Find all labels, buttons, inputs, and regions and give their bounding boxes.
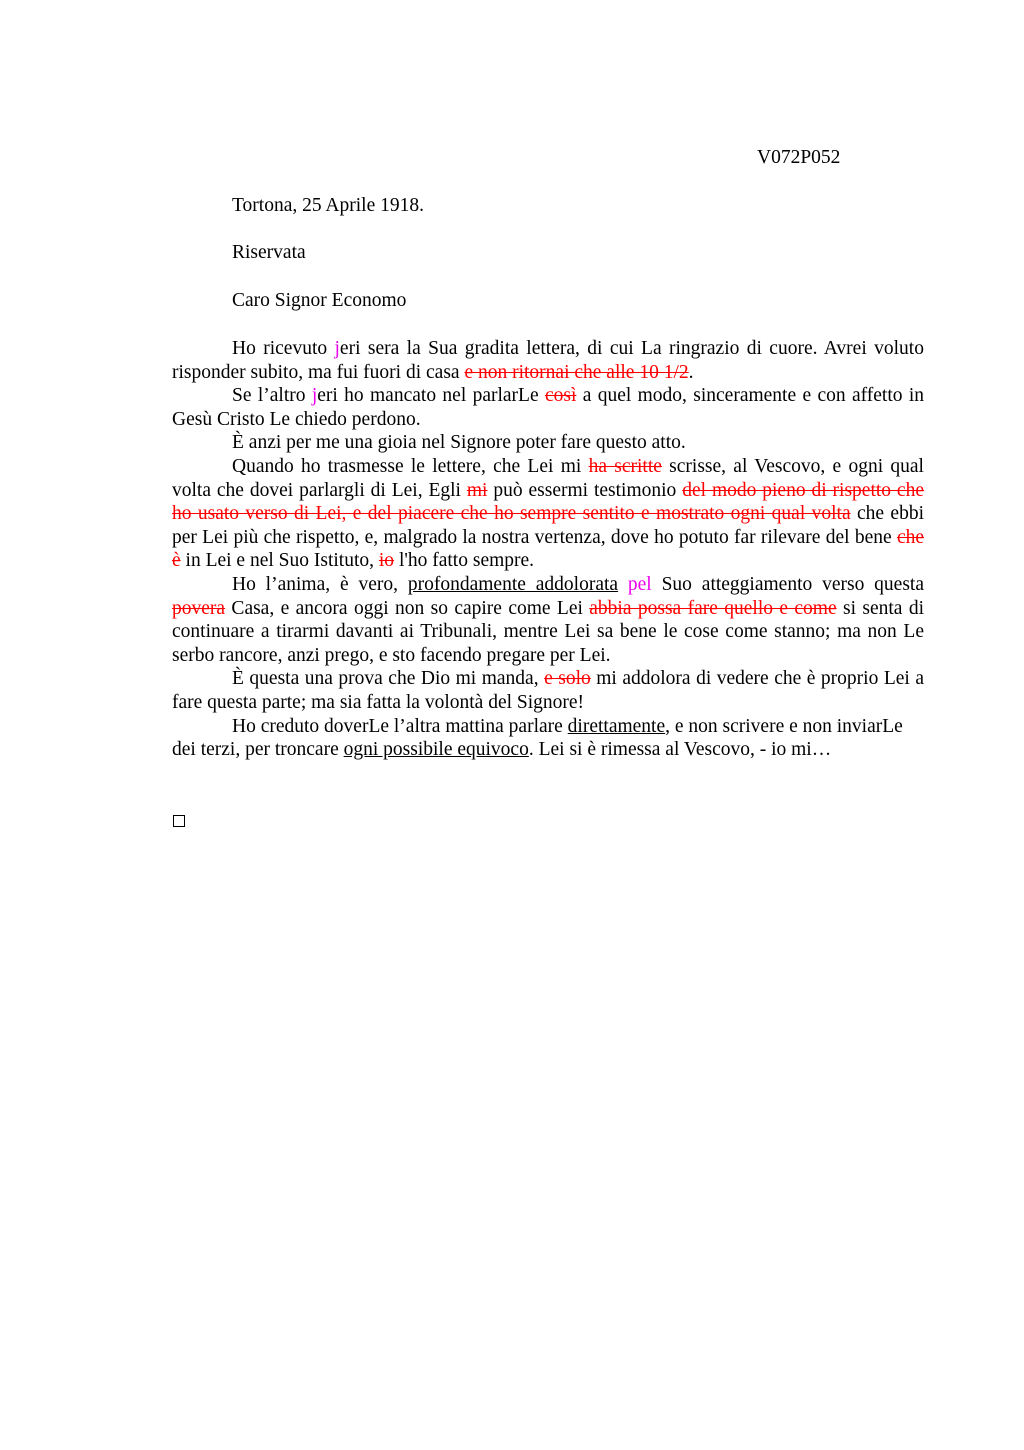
text-segment: l'ho fatto sempre. [394,550,535,572]
deleted-text: povera [172,597,226,619]
paragraph [172,431,924,455]
text-segment: scrisse, al Vescovo, e ogni qual volta che dovei parlargli di Lei, Egli [172,455,924,501]
text-segment: Se l’altro [232,385,312,407]
underlined-text: direttamente [567,715,666,737]
deleted-text: e solo [544,668,591,690]
checkbox-icon[interactable] [173,815,185,827]
deleted-text: ha scritte [588,455,662,477]
deleted-text: e non ritornai che alle 10 1/2 [464,361,689,383]
text-segment: eri ho mancato nel parlarLe [317,385,545,407]
deleted-text: così [544,385,577,407]
text-segment: È anzi per me una gioia nel Signore poter fare questo atto. [232,432,686,454]
inserted-text: j [334,338,340,359]
inserted-text: pel [627,573,652,595]
text-segment: Casa, e ancora oggi non so capire come Lei [225,597,590,619]
text-segment: . Lei si è rimessa al Vescovo, - io mi… [528,739,832,761]
paragraph [172,455,924,573]
text-segment: È questa una prova che Dio mi manda, [232,668,545,690]
document-code: V072P052 [757,147,841,168]
text-segment: Suo atteggiamento verso questa [651,573,924,595]
paragraph [172,384,924,431]
deleted-text: io [378,550,395,572]
paragraph [172,667,924,714]
text-segment: che ebbi per Lei più che rispetto, e, malgrado la nostra vertenza, dove ho potuto far rilevare del bene [172,503,924,548]
paragraph [172,573,924,667]
letter-body [172,337,924,762]
text-segment: può essermi testimonio [487,479,683,501]
deleted-text: abbia possa fare quello e come [589,597,837,619]
text-segment: . [688,361,694,383]
underlined-text: ogni possibile equivoco [343,739,529,761]
text-segment: Ho l’anima, è vero, [232,573,408,595]
inserted-text: j [311,385,318,407]
underlined-text: profondamente addolorata [407,573,619,595]
text-segment: mi addolora di vedere che è proprio Lei a fare questa parte; ma sia fatta la volontà del Signore! [172,668,924,713]
date-line: Tortona, 25 Aprile 1918. [232,195,424,216]
text-segment: Quando ho trasmesse le lettere, che Lei mi [232,455,589,477]
deleted-text: che è [172,526,924,572]
text-segment: , e non scrivere e non inviarLe dei terzi, per troncare [172,715,903,761]
text-segment: Ho ricevuto [232,338,335,359]
confidential-label: Riservata [232,242,306,263]
text-segment: in Lei e nel Suo Istituto, [180,550,379,572]
deleted-text: mi [466,479,488,501]
text-segment: a quel modo, sinceramente e con affetto in Gesù Cristo Le chiedo perdono. [172,385,924,430]
paragraph [172,715,924,762]
paragraph [172,337,924,384]
salutation: Caro Signor Economo [232,290,407,311]
deleted-text: del modo pieno di rispetto che ho usato verso di Lei, e del piacere che ho sempre sentito e mostrato ogni qual volta [172,479,924,525]
text-segment: Ho creduto doverLe l’altra mattina parlare [232,715,568,737]
text-segment: eri sera la Sua gradita lettera, di cui La ringrazio di cuore. Avrei voluto risponder subito, ma fui fuori di casa [172,338,924,383]
text-segment: si senta di continuare a tirarmi davanti ai Tribunali, mentre Lei sa bene le cose come stanno; ma non Le serbo rancore, anzi prego, e sto facendo pregare per Lei. [172,597,924,666]
text-segment [618,574,628,595]
